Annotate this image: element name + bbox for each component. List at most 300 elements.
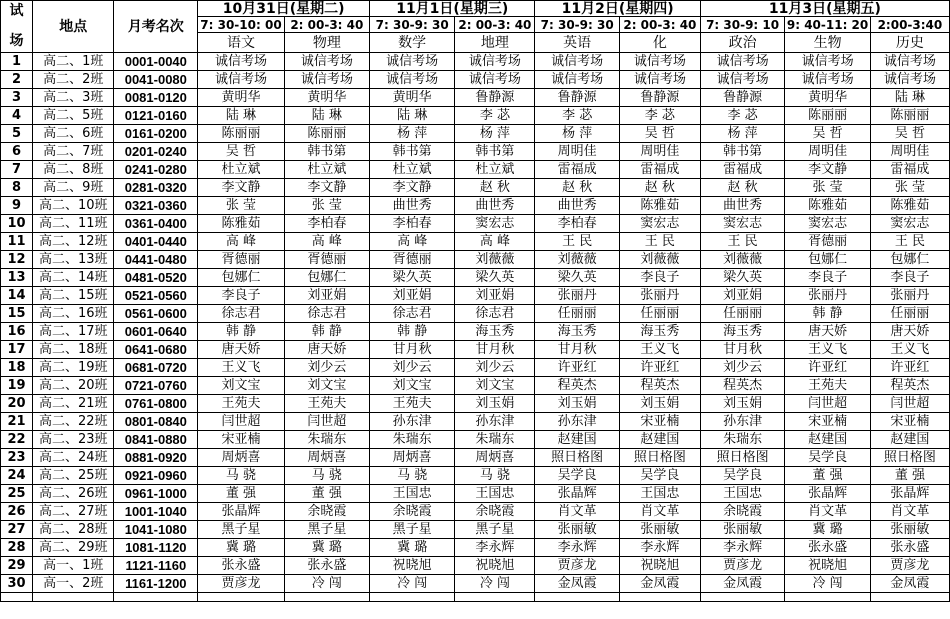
proctor-cell: 鲁静源 xyxy=(700,89,784,107)
proctor-cell: 王义飞 xyxy=(619,341,700,359)
location-cell: 高二、24班 xyxy=(33,449,114,467)
rank-range-cell: 1001-1040 xyxy=(114,503,198,521)
table-row xyxy=(1,71,950,89)
proctor-cell: 冷 闯 xyxy=(455,575,535,593)
proctor-cell: 鲁静源 xyxy=(535,89,619,107)
proctor-cell: 刘文宝 xyxy=(198,377,284,395)
proctor-cell: 胥德丽 xyxy=(284,251,369,269)
time-slot-header: 2:00-3:40 xyxy=(870,17,949,33)
proctor-cell: 张丽丹 xyxy=(535,287,619,305)
proctor-cell: 唐天娇 xyxy=(785,323,871,341)
exam-room-number: 8 xyxy=(1,179,33,197)
proctor-cell: 高 峰 xyxy=(284,233,369,251)
proctor-cell: 李永辉 xyxy=(619,539,700,557)
proctor-cell: 诚信考场 xyxy=(619,53,700,71)
proctor-cell: 照日格图 xyxy=(535,449,619,467)
proctor-cell: 韩 静 xyxy=(198,323,284,341)
exam-room-number: 22 xyxy=(1,431,33,449)
table-row xyxy=(1,593,950,602)
proctor-cell: 杨 萍 xyxy=(370,125,455,143)
proctor-cell: 刘文宝 xyxy=(370,377,455,395)
time-slot-header: 9: 40-11: 20 xyxy=(785,17,871,33)
subject-header: 地理 xyxy=(455,33,535,53)
proctor-cell: 唐天娇 xyxy=(284,341,369,359)
proctor-cell: 刘少云 xyxy=(455,359,535,377)
table-row xyxy=(1,539,950,557)
proctor-cell: 海玉秀 xyxy=(700,323,784,341)
proctor-cell: 雷福成 xyxy=(870,161,949,179)
proctor-cell: 诚信考场 xyxy=(284,53,369,71)
table-row xyxy=(1,287,950,305)
subject-header: 历史 xyxy=(870,33,949,53)
proctor-cell: 王苑夫 xyxy=(284,395,369,413)
proctor-cell: 宋亚楠 xyxy=(785,413,871,431)
proctor-cell: 朱瑞东 xyxy=(370,431,455,449)
rank-range-header: 月考名次 xyxy=(114,1,198,53)
proctor-cell: 黑子星 xyxy=(198,521,284,539)
proctor-cell: 诚信考场 xyxy=(370,71,455,89)
proctor-cell: 李 苾 xyxy=(619,107,700,125)
location-cell: 高二、3班 xyxy=(33,89,114,107)
proctor-cell: 韩 静 xyxy=(370,323,455,341)
proctor-cell: 杨 萍 xyxy=(700,125,784,143)
proctor-cell: 马 骁 xyxy=(284,467,369,485)
exam-room-number: 10 xyxy=(1,215,33,233)
date-header: 11月3日(星期五) xyxy=(700,1,949,17)
proctor-cell: 朱瑞东 xyxy=(284,431,369,449)
proctor-cell: 董 强 xyxy=(785,467,871,485)
proctor-cell: 张晶辉 xyxy=(785,485,871,503)
proctor-cell: 金凤霞 xyxy=(619,575,700,593)
proctor-cell: 杜立斌 xyxy=(284,161,369,179)
proctor-cell: 朱瑞东 xyxy=(700,431,784,449)
location-cell: 高二、28班 xyxy=(33,521,114,539)
table-row xyxy=(1,251,950,269)
proctor-cell: 诚信考场 xyxy=(284,71,369,89)
proctor-cell: 陈雅茹 xyxy=(785,197,871,215)
proctor-cell: 周明佳 xyxy=(535,143,619,161)
table-row xyxy=(1,215,950,233)
proctor-cell: 赵建国 xyxy=(785,431,871,449)
proctor-cell: 杜立斌 xyxy=(370,161,455,179)
table-row xyxy=(1,557,950,575)
proctor-cell: 陈丽丽 xyxy=(198,125,284,143)
proctor-cell: 闫世超 xyxy=(198,413,284,431)
proctor-cell: 许亚红 xyxy=(535,359,619,377)
table-row xyxy=(1,305,950,323)
table-row xyxy=(1,575,950,593)
partial-cell xyxy=(535,593,619,602)
proctor-cell: 贾彦龙 xyxy=(700,557,784,575)
proctor-cell: 梁久英 xyxy=(535,269,619,287)
proctor-cell: 李文静 xyxy=(370,179,455,197)
proctor-cell: 徐志君 xyxy=(284,305,369,323)
proctor-cell: 祝晓旭 xyxy=(455,557,535,575)
location-cell: 高二、6班 xyxy=(33,125,114,143)
partial-cell xyxy=(870,593,949,602)
proctor-cell: 冀 璐 xyxy=(198,539,284,557)
partial-cell xyxy=(114,593,198,602)
rank-range-cell: 0641-0680 xyxy=(114,341,198,359)
proctor-cell: 李良子 xyxy=(870,269,949,287)
proctor-cell: 吴 哲 xyxy=(198,143,284,161)
proctor-cell: 金凤霞 xyxy=(535,575,619,593)
partial-cell xyxy=(198,593,284,602)
proctor-cell: 张永盛 xyxy=(870,539,949,557)
proctor-cell: 董 强 xyxy=(284,485,369,503)
proctor-cell: 刘薇薇 xyxy=(619,251,700,269)
exam-room-header: 试 场 xyxy=(1,1,33,53)
proctor-cell: 李良子 xyxy=(619,269,700,287)
proctor-cell: 诚信考场 xyxy=(198,71,284,89)
partial-cell xyxy=(284,593,369,602)
proctor-cell: 赵建国 xyxy=(619,431,700,449)
proctor-cell: 祝晓旭 xyxy=(370,557,455,575)
time-slot-header: 7: 30-10: 00 xyxy=(198,17,284,33)
proctor-cell: 王义飞 xyxy=(198,359,284,377)
proctor-cell: 诚信考场 xyxy=(198,53,284,71)
proctor-cell: 梁久英 xyxy=(370,269,455,287)
proctor-cell: 张丽敏 xyxy=(535,521,619,539)
proctor-cell: 肖文革 xyxy=(785,503,871,521)
proctor-cell: 窦宏志 xyxy=(700,215,784,233)
time-slot-header: 2: 00-3: 40 xyxy=(284,17,369,33)
table-row xyxy=(1,161,950,179)
proctor-cell: 照日格图 xyxy=(870,449,949,467)
proctor-cell: 金凤霞 xyxy=(870,575,949,593)
exam-room-number: 1 xyxy=(1,53,33,71)
proctor-cell: 周炳喜 xyxy=(370,449,455,467)
exam-room-number: 11 xyxy=(1,233,33,251)
proctor-cell: 鲁静源 xyxy=(619,89,700,107)
proctor-cell: 赵建国 xyxy=(870,431,949,449)
proctor-cell: 马 骁 xyxy=(198,467,284,485)
proctor-cell: 刘少云 xyxy=(284,359,369,377)
proctor-cell: 胥德丽 xyxy=(198,251,284,269)
date-header: 10月31日(星期二) xyxy=(198,1,370,17)
proctor-cell: 赵 秋 xyxy=(619,179,700,197)
location-cell: 高二、9班 xyxy=(33,179,114,197)
proctor-cell: 冀 璐 xyxy=(370,539,455,557)
exam-room-number: 23 xyxy=(1,449,33,467)
location-cell: 高二、11班 xyxy=(33,215,114,233)
exam-room-number: 16 xyxy=(1,323,33,341)
proctor-cell: 肖文革 xyxy=(535,503,619,521)
proctor-cell: 诚信考场 xyxy=(370,53,455,71)
proctor-cell: 李柏春 xyxy=(535,215,619,233)
rank-range-cell: 0481-0520 xyxy=(114,269,198,287)
proctor-cell: 胥德丽 xyxy=(370,251,455,269)
subject-header: 物理 xyxy=(284,33,369,53)
partial-cell xyxy=(33,593,114,602)
proctor-cell: 刘少云 xyxy=(700,359,784,377)
proctor-cell: 冷 闯 xyxy=(284,575,369,593)
proctor-cell: 曲世秀 xyxy=(370,197,455,215)
date-header-row xyxy=(1,1,950,17)
subject-header: 语文 xyxy=(198,33,284,53)
location-cell: 高二、10班 xyxy=(33,197,114,215)
proctor-cell: 李 苾 xyxy=(455,107,535,125)
partial-cell xyxy=(700,593,784,602)
proctor-cell: 高 峰 xyxy=(370,233,455,251)
proctor-cell: 窦宏志 xyxy=(619,215,700,233)
proctor-cell: 杨 萍 xyxy=(455,125,535,143)
rank-range-cell: 0201-0240 xyxy=(114,143,198,161)
table-row xyxy=(1,395,950,413)
proctor-cell: 任丽丽 xyxy=(870,305,949,323)
location-cell: 高二、1班 xyxy=(33,53,114,71)
proctor-cell: 诚信考场 xyxy=(870,53,949,71)
proctor-cell: 韩书第 xyxy=(455,143,535,161)
rank-range-cell: 0121-0160 xyxy=(114,107,198,125)
exam-room-number: 26 xyxy=(1,503,33,521)
proctor-cell: 张 莹 xyxy=(785,179,871,197)
proctor-cell: 肖文革 xyxy=(619,503,700,521)
proctor-cell: 杜立斌 xyxy=(198,161,284,179)
proctor-cell: 程英杰 xyxy=(535,377,619,395)
proctor-cell: 赵 秋 xyxy=(455,179,535,197)
proctor-cell: 李永辉 xyxy=(455,539,535,557)
proctor-cell: 李 苾 xyxy=(535,107,619,125)
rank-range-cell: 1081-1120 xyxy=(114,539,198,557)
proctor-cell: 陆 琳 xyxy=(370,107,455,125)
exam-room-number: 6 xyxy=(1,143,33,161)
proctor-cell: 刘薇薇 xyxy=(700,251,784,269)
proctor-cell: 闫世超 xyxy=(870,395,949,413)
exam-room-number: 29 xyxy=(1,557,33,575)
location-cell: 高二、7班 xyxy=(33,143,114,161)
proctor-cell: 黄明华 xyxy=(370,89,455,107)
proctor-cell: 程英杰 xyxy=(870,377,949,395)
proctor-cell: 徐志君 xyxy=(455,305,535,323)
location-cell: 高二、17班 xyxy=(33,323,114,341)
exam-room-number: 20 xyxy=(1,395,33,413)
proctor-cell: 海玉秀 xyxy=(619,323,700,341)
proctor-cell: 马 骁 xyxy=(455,467,535,485)
proctor-cell: 王国忠 xyxy=(700,485,784,503)
partial-cell xyxy=(370,593,455,602)
proctor-cell: 赵 秋 xyxy=(700,179,784,197)
proctor-cell: 陈雅茹 xyxy=(619,197,700,215)
location-cell: 高二、19班 xyxy=(33,359,114,377)
proctor-cell: 刘少云 xyxy=(370,359,455,377)
exam-room-number: 24 xyxy=(1,467,33,485)
proctor-cell: 诚信考场 xyxy=(535,71,619,89)
proctor-cell: 周炳喜 xyxy=(198,449,284,467)
proctor-cell: 海玉秀 xyxy=(535,323,619,341)
proctor-cell: 金凤霞 xyxy=(700,575,784,593)
proctor-cell: 李文静 xyxy=(785,161,871,179)
table-row xyxy=(1,485,950,503)
date-header: 11月1日(星期三) xyxy=(370,1,535,17)
rank-range-cell: 0361-0400 xyxy=(114,215,198,233)
partial-cell xyxy=(1,593,33,602)
proctor-cell: 徐志君 xyxy=(370,305,455,323)
proctor-cell: 陆 琳 xyxy=(870,89,949,107)
location-cell: 高二、12班 xyxy=(33,233,114,251)
proctor-cell: 王苑夫 xyxy=(785,377,871,395)
proctor-cell: 梁久英 xyxy=(700,269,784,287)
proctor-cell: 曲世秀 xyxy=(455,197,535,215)
proctor-cell: 王 民 xyxy=(870,233,949,251)
location-cell: 高二、27班 xyxy=(33,503,114,521)
exam-room-number: 18 xyxy=(1,359,33,377)
subject-header: 英语 xyxy=(535,33,619,53)
proctor-cell: 杨 萍 xyxy=(535,125,619,143)
proctor-cell: 梁久英 xyxy=(455,269,535,287)
proctor-cell: 刘玉娟 xyxy=(700,395,784,413)
location-cell: 高二、25班 xyxy=(33,467,114,485)
proctor-cell: 包娜仁 xyxy=(198,269,284,287)
rank-range-cell: 0961-1000 xyxy=(114,485,198,503)
proctor-cell: 韩书第 xyxy=(700,143,784,161)
table-row xyxy=(1,233,950,251)
proctor-cell: 李良子 xyxy=(785,269,871,287)
proctor-cell: 包娜仁 xyxy=(785,251,871,269)
location-cell: 高二、15班 xyxy=(33,287,114,305)
rank-range-cell: 0921-0960 xyxy=(114,467,198,485)
table-row xyxy=(1,341,950,359)
proctor-cell: 张晶辉 xyxy=(535,485,619,503)
proctor-cell: 祝晓旭 xyxy=(619,557,700,575)
rank-range-cell: 1121-1160 xyxy=(114,557,198,575)
proctor-cell: 王苑夫 xyxy=(370,395,455,413)
proctor-cell: 陈丽丽 xyxy=(284,125,369,143)
proctor-cell: 诚信考场 xyxy=(700,71,784,89)
proctor-cell: 诚信考场 xyxy=(700,53,784,71)
exam-room-number: 15 xyxy=(1,305,33,323)
proctor-cell: 冷 闯 xyxy=(785,575,871,593)
location-cell: 高一、2班 xyxy=(33,575,114,593)
proctor-cell: 余晓霞 xyxy=(370,503,455,521)
proctor-cell: 诚信考场 xyxy=(455,53,535,71)
rank-range-cell: 0601-0640 xyxy=(114,323,198,341)
table-row xyxy=(1,323,950,341)
proctor-cell: 冀 璐 xyxy=(785,521,871,539)
proctor-cell: 李文静 xyxy=(198,179,284,197)
proctor-cell: 曲世秀 xyxy=(535,197,619,215)
proctor-cell: 宋亚楠 xyxy=(870,413,949,431)
proctor-cell: 朱瑞东 xyxy=(455,431,535,449)
proctor-cell: 张丽敏 xyxy=(700,521,784,539)
proctor-cell: 曲世秀 xyxy=(700,197,784,215)
location-cell: 高二、14班 xyxy=(33,269,114,287)
subject-header: 生物 xyxy=(785,33,871,53)
proctor-cell: 贾彦龙 xyxy=(535,557,619,575)
proctor-cell: 杜立斌 xyxy=(455,161,535,179)
exam-room-number: 3 xyxy=(1,89,33,107)
proctor-cell: 李良子 xyxy=(198,287,284,305)
location-cell: 高二、2班 xyxy=(33,71,114,89)
proctor-cell: 吴 哲 xyxy=(785,125,871,143)
subject-header: 数学 xyxy=(370,33,455,53)
proctor-cell: 甘月秋 xyxy=(370,341,455,359)
proctor-cell: 张丽丹 xyxy=(785,287,871,305)
location-cell: 高二、26班 xyxy=(33,485,114,503)
proctor-cell: 宋亚楠 xyxy=(198,431,284,449)
table-row xyxy=(1,467,950,485)
proctor-cell: 海玉秀 xyxy=(455,323,535,341)
table-row xyxy=(1,521,950,539)
proctor-cell: 包娜仁 xyxy=(284,269,369,287)
proctor-cell: 黄明华 xyxy=(785,89,871,107)
proctor-cell: 高 峰 xyxy=(455,233,535,251)
proctor-cell: 李柏春 xyxy=(284,215,369,233)
proctor-cell: 张晶辉 xyxy=(870,485,949,503)
proctor-cell: 韩书第 xyxy=(370,143,455,161)
time-slot-header: 2: 00-3: 40 xyxy=(455,17,535,33)
proctor-cell: 雷福成 xyxy=(619,161,700,179)
proctor-cell: 韩书第 xyxy=(284,143,369,161)
location-cell: 高二、23班 xyxy=(33,431,114,449)
table-row xyxy=(1,143,950,161)
subject-header: 政治 xyxy=(700,33,784,53)
subject-header: 化 xyxy=(619,33,700,53)
rank-range-cell: 0561-0600 xyxy=(114,305,198,323)
rank-range-cell: 0041-0080 xyxy=(114,71,198,89)
proctor-cell: 赵 秋 xyxy=(535,179,619,197)
exam-room-number: 7 xyxy=(1,161,33,179)
proctor-cell: 张丽敏 xyxy=(870,521,949,539)
rank-range-cell: 0681-0720 xyxy=(114,359,198,377)
proctor-cell: 余晓霞 xyxy=(700,503,784,521)
table-row xyxy=(1,125,950,143)
exam-room-number: 9 xyxy=(1,197,33,215)
proctor-cell: 孙东津 xyxy=(455,413,535,431)
partial-cell xyxy=(785,593,871,602)
proctor-cell: 黑子星 xyxy=(370,521,455,539)
exam-room-number: 19 xyxy=(1,377,33,395)
proctor-cell: 诚信考场 xyxy=(870,71,949,89)
proctor-cell: 窦宏志 xyxy=(455,215,535,233)
proctor-cell: 马 骁 xyxy=(370,467,455,485)
rank-range-cell: 0441-0480 xyxy=(114,251,198,269)
proctor-cell: 张 莹 xyxy=(198,197,284,215)
proctor-cell: 陈丽丽 xyxy=(870,107,949,125)
proctor-cell: 黑子星 xyxy=(284,521,369,539)
proctor-cell: 诚信考场 xyxy=(785,53,871,71)
proctor-cell: 王 民 xyxy=(619,233,700,251)
proctor-cell: 刘薇薇 xyxy=(455,251,535,269)
exam-room-number: 2 xyxy=(1,71,33,89)
time-slot-header: 7: 30-9: 30 xyxy=(535,17,619,33)
proctor-cell: 任丽丽 xyxy=(700,305,784,323)
proctor-cell: 吴学良 xyxy=(785,449,871,467)
exam-room-number: 4 xyxy=(1,107,33,125)
exam-room-number: 28 xyxy=(1,539,33,557)
location-cell: 高二、18班 xyxy=(33,341,114,359)
proctor-cell: 周炳喜 xyxy=(284,449,369,467)
proctor-cell: 刘亚娟 xyxy=(455,287,535,305)
proctor-cell: 陈丽丽 xyxy=(785,107,871,125)
exam-room-number: 27 xyxy=(1,521,33,539)
proctor-cell: 张永盛 xyxy=(785,539,871,557)
time-slot-header: 2: 00-3: 40 xyxy=(619,17,700,33)
location-cell: 高二、20班 xyxy=(33,377,114,395)
proctor-cell: 贾彦龙 xyxy=(198,575,284,593)
table-row xyxy=(1,503,950,521)
exam-room-number: 14 xyxy=(1,287,33,305)
rank-range-cell: 0281-0320 xyxy=(114,179,198,197)
proctor-cell: 徐志君 xyxy=(198,305,284,323)
proctor-cell: 唐天娇 xyxy=(870,323,949,341)
rank-range-cell: 0721-0760 xyxy=(114,377,198,395)
exam-room-number: 25 xyxy=(1,485,33,503)
proctor-cell: 王国忠 xyxy=(370,485,455,503)
proctor-cell: 宋亚楠 xyxy=(619,413,700,431)
proctor-cell: 张丽丹 xyxy=(619,287,700,305)
rank-range-cell: 0241-0280 xyxy=(114,161,198,179)
